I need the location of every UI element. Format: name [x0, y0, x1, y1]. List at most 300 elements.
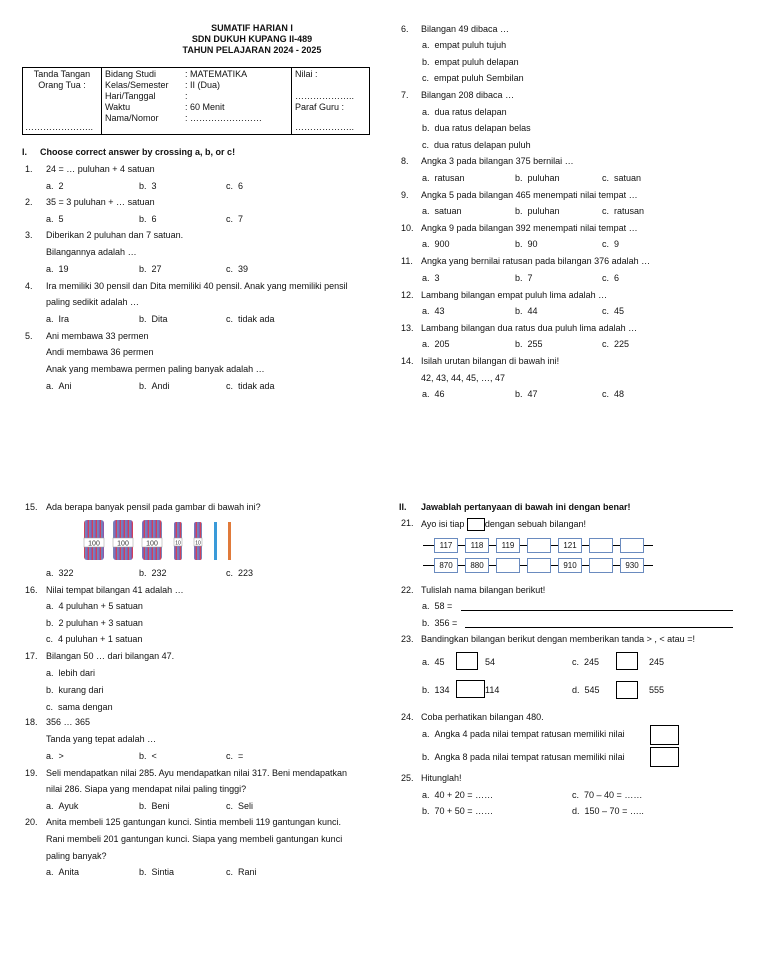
teacher-sign-label: Paraf Guru : — [295, 102, 345, 112]
option-text: 7 — [527, 273, 533, 283]
q6-option-c[interactable] — [422, 73, 524, 83]
q13-text: Lambang bilangan dua ratus dua puluh lima adalah … — [421, 323, 638, 333]
option-text: tidak ada — [238, 314, 275, 324]
option-text: empat puluh tujuh — [434, 40, 507, 50]
option-letter: a. — [46, 181, 54, 191]
option-text: Sintia — [151, 867, 175, 877]
q9-option-b[interactable] — [515, 206, 560, 216]
option-letter: a. — [46, 568, 54, 578]
name-label: Nama/Nomor — [105, 113, 159, 123]
option-letter: c. — [602, 339, 610, 349]
option-text: Anita — [58, 867, 80, 877]
option-text: 232 — [151, 568, 167, 578]
q17-option-b[interactable] — [46, 685, 104, 695]
compare-left: 545 — [584, 685, 600, 695]
q14-sequence: 42, 43, 44, 45, …, 47 — [421, 373, 506, 383]
q19-text-2: nilai 286. Siapa yang mendapat nilai paling tinggi? — [46, 784, 247, 794]
option-text: < — [151, 751, 157, 761]
option-text: 46 — [434, 389, 445, 399]
q5-text: Ani membawa 33 permen — [46, 331, 149, 341]
q11-option-b[interactable] — [515, 273, 533, 283]
nl2-box-2: 880 — [465, 558, 489, 573]
q20-text-2: Rani membeli 201 gantungan kunci. Siapa yang membeli gantungan kunci — [46, 834, 343, 844]
hundred-bundle-3-label: 100 — [146, 540, 158, 548]
box-icon — [467, 518, 485, 531]
q20-option-c[interactable] — [226, 867, 257, 877]
option-text: Seli — [238, 801, 254, 811]
grade-field[interactable]: ……………….. — [295, 91, 355, 101]
q23-a-answer-box[interactable] — [456, 652, 478, 670]
option-letter: c. — [602, 389, 610, 399]
hundred-bundle-1 — [84, 520, 104, 560]
q16-text: Nilai tempat bilangan 41 adalah … — [46, 585, 184, 595]
option-text: satuan — [434, 206, 462, 216]
q21-number: 21. — [401, 518, 414, 528]
option-text: sama dengan — [58, 702, 113, 712]
q17-number: 17. — [25, 651, 38, 661]
option-letter: a. — [46, 264, 54, 274]
option-text: 27 — [151, 264, 162, 274]
q14-option-c[interactable] — [602, 389, 624, 399]
q23-c-right: 245 — [649, 657, 665, 667]
q8-option-c[interactable] — [602, 173, 641, 183]
q12-text: Lambang bilangan empat puluh lima adalah … — [421, 290, 608, 300]
subject-value: : MATEMATIKA — [185, 69, 248, 79]
option-letter: b. — [139, 264, 147, 274]
q19-option-c[interactable] — [226, 801, 253, 811]
q25-number: 25. — [401, 773, 414, 783]
q15-option-a[interactable] — [46, 568, 74, 578]
nl2-box-7: 930 — [620, 558, 644, 573]
option-text: 70 – 40 = …… — [584, 790, 643, 800]
q12-number: 12. — [401, 290, 414, 300]
ten-bundle-1-label: 10 — [175, 540, 181, 547]
option-letter: a. — [422, 790, 430, 800]
q1-option-b[interactable] — [139, 181, 157, 191]
option-letter: c. — [422, 140, 430, 150]
option-letter: b. — [515, 389, 523, 399]
name-value[interactable]: : …………………… — [185, 113, 263, 123]
q15-text: Ada berapa banyak pensil pada gambar di bawah ini? — [46, 502, 261, 512]
q14-option-b[interactable] — [515, 389, 538, 399]
q13-option-c[interactable] — [602, 339, 629, 349]
q10-option-a[interactable] — [422, 239, 450, 249]
q18-option-a[interactable] — [46, 751, 64, 761]
option-text: 225 — [614, 339, 630, 349]
q20-option-b[interactable] — [139, 867, 174, 877]
q15-number: 15. — [25, 502, 38, 512]
option-letter: b. — [422, 57, 430, 67]
q6-text: Bilangan 49 dibaca … — [421, 24, 510, 34]
identity-table — [22, 67, 370, 135]
q5-option-a[interactable] — [46, 381, 72, 391]
option-text: 47 — [527, 389, 538, 399]
school-year: TAHUN PELAJARAN 2024 - 2025 — [182, 45, 322, 55]
q21-text-post: dengan sebuah bilangan! — [484, 518, 586, 529]
q4-text: Ira memiliki 30 pensil dan Dita memiliki 40 pensil. Anak yang memiliki pensil — [46, 281, 348, 291]
q10-option-b[interactable] — [515, 239, 538, 249]
q22-number: 22. — [401, 585, 414, 595]
option-letter: c. — [226, 381, 234, 391]
q2-option-a[interactable] — [46, 214, 64, 224]
option-text: Andi — [151, 381, 170, 391]
option-text: 39 — [238, 264, 249, 274]
option-text: 356 = — [434, 618, 458, 628]
option-letter: b. — [422, 123, 430, 133]
option-letter: a. — [422, 206, 430, 216]
q22-item-b — [422, 618, 457, 628]
q3-text: Diberikan 2 puluhan dan 7 satuan. — [46, 230, 184, 240]
option-letter: b. — [515, 239, 523, 249]
q15-option-c[interactable] — [226, 568, 253, 578]
option-letter: a. — [46, 214, 54, 224]
option-letter: c. — [226, 568, 234, 578]
q2-option-b[interactable] — [139, 214, 157, 224]
option-letter: c. — [226, 264, 234, 274]
q18-option-b[interactable] — [139, 751, 157, 761]
date-label: Hari/Tanggal — [105, 91, 156, 101]
option-text: empat puluh delapan — [434, 57, 519, 67]
option-text: 7 — [238, 214, 244, 224]
q8-option-a[interactable] — [422, 173, 465, 183]
option-letter: b. — [515, 206, 523, 216]
q3-option-c[interactable] — [226, 264, 248, 274]
q5-option-c[interactable] — [226, 381, 275, 391]
option-letter: b. — [422, 752, 430, 762]
q3-option-a[interactable] — [46, 264, 69, 274]
date-value[interactable]: : — [185, 91, 188, 101]
parent-signature-cell — [23, 68, 102, 135]
option-text: Dita — [151, 314, 168, 324]
q23-a-right: 54 — [485, 657, 496, 667]
q12-option-c[interactable] — [602, 306, 624, 316]
q19-option-a[interactable] — [46, 801, 78, 811]
nl2-box-1: 870 — [434, 558, 458, 573]
q7-option-a[interactable] — [422, 107, 507, 117]
option-letter: c. — [46, 634, 54, 644]
q1-text: 24 = … puluhan + 4 satuan — [46, 164, 155, 174]
option-text: 150 – 70 = ….. — [584, 806, 644, 816]
option-letter: c. — [602, 206, 610, 216]
option-text: 4 puluhan + 5 satuan — [58, 601, 143, 611]
q9-text: Angka 5 pada bilangan 465 menempati nilai tempat … — [421, 190, 638, 200]
option-text: dua ratus delapan — [434, 107, 507, 117]
q17-text: Bilangan 50 … dari bilangan 47. — [46, 651, 175, 661]
q22-answer-line-b[interactable] — [465, 627, 733, 628]
option-text: 6 — [151, 214, 157, 224]
option-text: 9 — [614, 239, 620, 249]
option-text: 70 + 50 = …… — [434, 806, 494, 816]
q5-number: 5. — [25, 331, 33, 341]
q25-item-b[interactable] — [422, 806, 493, 816]
q24-text: Coba perhatikan bilangan 480. — [421, 712, 544, 722]
option-text: 44 — [527, 306, 538, 316]
q5-text-3: Anak yang membawa permen paling banyak adalah … — [46, 364, 265, 374]
q25-text: Hitunglah! — [421, 773, 462, 783]
school-name: SDN DUKUH KUPANG II-489 — [191, 34, 313, 44]
q16-option-b[interactable] — [46, 618, 143, 628]
q15-option-b[interactable] — [139, 568, 167, 578]
q18-text: 356 … 365 — [46, 717, 91, 727]
compare-left: 245 — [584, 657, 600, 667]
q12-option-a[interactable] — [422, 306, 445, 316]
nl1-box-1: 117 — [434, 538, 458, 553]
option-letter: b. — [515, 173, 523, 183]
option-text: ratusan — [614, 206, 645, 216]
option-letter: c. — [226, 801, 234, 811]
title-line-1: SUMATIF HARIAN I — [211, 23, 293, 33]
q23-c-answer-box[interactable] — [616, 652, 638, 670]
nl1-box-4[interactable] — [527, 538, 551, 553]
option-letter: b. — [139, 181, 147, 191]
option-letter: c. — [226, 314, 234, 324]
option-letter: a. — [422, 173, 430, 183]
option-letter: a. — [46, 381, 54, 391]
q23-b-answer-box[interactable] — [456, 680, 485, 698]
option-letter: c. — [226, 214, 234, 224]
parent-signature-label-2: Orang Tua : — [38, 80, 86, 90]
option-letter: a. — [422, 657, 430, 667]
q18-option-c[interactable] — [226, 751, 243, 761]
q24-item-a — [422, 729, 625, 739]
option-letter: b. — [515, 306, 523, 316]
grade-label: Nilai : — [295, 69, 318, 79]
q19-option-b[interactable] — [139, 801, 170, 811]
q14-option-a[interactable] — [422, 389, 445, 399]
q6-option-b[interactable] — [422, 57, 519, 67]
q24-number: 24. — [401, 712, 414, 722]
option-letter: a. — [422, 239, 430, 249]
option-letter: b. — [139, 801, 147, 811]
q14-text: Isilah urutan bilangan di bawah ini! — [421, 356, 560, 366]
q19-number: 19. — [25, 768, 38, 778]
option-letter: d. — [572, 806, 580, 816]
nl2-box-4[interactable] — [527, 558, 551, 573]
q4-option-c[interactable] — [226, 314, 275, 324]
q16-option-a[interactable] — [46, 601, 143, 611]
q18-number: 18. — [25, 717, 38, 727]
ten-bundle-2 — [194, 522, 202, 560]
compare-left: 134 — [434, 685, 450, 695]
q6-number: 6. — [401, 24, 409, 34]
option-text: kurang dari — [58, 685, 104, 695]
q18-text-2: Tanda yang tepat adalah … — [46, 734, 157, 744]
option-text: puluhan — [527, 206, 560, 216]
option-letter: c. — [226, 867, 234, 877]
option-letter: a. — [422, 306, 430, 316]
option-letter: a. — [422, 273, 430, 283]
option-text: empat puluh Sembilan — [434, 73, 524, 83]
option-letter: b. — [46, 685, 54, 695]
q10-text: Angka 9 pada bilangan 392 menempati nilai tempat … — [421, 223, 638, 233]
option-letter: c. — [602, 306, 610, 316]
q9-option-a[interactable] — [422, 206, 462, 216]
option-text: 2 puluhan + 3 satuan — [58, 618, 143, 628]
option-text: 6 — [238, 181, 244, 191]
option-text: 90 — [527, 239, 538, 249]
q20-option-a[interactable] — [46, 867, 79, 877]
option-letter: a. — [422, 339, 430, 349]
q5-option-b[interactable] — [139, 381, 170, 391]
option-text: Ani — [58, 381, 72, 391]
q25-item-c[interactable] — [572, 790, 642, 800]
option-text: 6 — [614, 273, 620, 283]
option-text: Ayuk — [58, 801, 79, 811]
option-letter: a. — [422, 389, 430, 399]
option-text: Angka 4 pada nilai tempat ratusan memiliki nilai — [434, 729, 625, 739]
option-letter: c. — [602, 273, 610, 283]
compare-left: 45 — [434, 657, 445, 667]
option-text: 255 — [527, 339, 543, 349]
time-value: : 60 Menit — [185, 102, 225, 112]
class-value: : II (Dua) — [185, 80, 221, 90]
option-text: Rani — [238, 867, 257, 877]
option-text: satuan — [614, 173, 642, 183]
q21-instruction — [421, 518, 586, 531]
q21-text-pre: Ayo isi tiap — [421, 518, 465, 529]
section-1-title: Choose correct answer by crossing a, b, or c! — [40, 147, 236, 157]
nl2-box-5: 910 — [558, 558, 582, 573]
q3-text-2: Bilangannya adalah … — [46, 247, 137, 257]
option-letter: d. — [572, 685, 580, 695]
parent-signature-line[interactable]: ………………….. — [25, 122, 94, 132]
option-letter: c. — [422, 73, 430, 83]
option-letter: b. — [515, 273, 523, 283]
q20-number: 20. — [25, 817, 38, 827]
q2-text: 35 = 3 puluhan + … satuan — [46, 197, 155, 207]
q22-answer-line-a[interactable] — [461, 610, 733, 611]
section-1-roman: I. — [22, 147, 28, 157]
q1-option-a[interactable] — [46, 181, 64, 191]
q22-text: Tulislah nama bilangan berikut! — [421, 585, 546, 595]
option-text: 40 + 20 = …… — [434, 790, 494, 800]
ten-bundle-2-label: 10 — [195, 540, 201, 547]
time-label: Waktu — [105, 102, 131, 112]
q25-item-a[interactable] — [422, 790, 493, 800]
q23-item-c — [572, 657, 599, 667]
q7-option-c[interactable] — [422, 140, 531, 150]
single-pencil-2 — [228, 522, 231, 560]
option-text: lebih dari — [58, 668, 96, 678]
option-text: 58 = — [434, 601, 453, 611]
q24-a-answer-box[interactable] — [650, 725, 679, 745]
teacher-sign-field[interactable]: ……………….. — [295, 122, 355, 132]
nl1-box-6[interactable] — [589, 538, 613, 553]
option-text: 3 — [434, 273, 440, 283]
option-text: 3 — [151, 181, 157, 191]
option-text: 19 — [58, 264, 69, 274]
q25-item-d[interactable] — [572, 806, 644, 816]
q23-d-right: 555 — [649, 685, 665, 695]
q8-text: Angka 3 pada bilangan 375 bernilai … — [421, 156, 574, 166]
q23-d-answer-box[interactable] — [616, 681, 638, 699]
q9-option-c[interactable] — [602, 206, 644, 216]
option-letter: a. — [422, 40, 430, 50]
section-2-title: Jawablah pertanyaan di bawah ini dengan benar! — [421, 502, 631, 512]
option-letter: b. — [139, 314, 147, 324]
option-text: 48 — [614, 389, 625, 399]
q16-option-c[interactable] — [46, 634, 142, 644]
option-letter: c. — [602, 173, 610, 183]
nl2-box-6[interactable] — [589, 558, 613, 573]
single-pencil-1 — [214, 522, 217, 560]
hundred-bundle-2-label: 100 — [117, 540, 129, 548]
q17-option-a[interactable] — [46, 668, 95, 678]
option-text: 2 — [58, 181, 64, 191]
option-letter: a. — [422, 601, 430, 611]
q2-number: 2. — [25, 197, 33, 207]
q13-number: 13. — [401, 323, 414, 333]
q19-text: Seli mendapatkan nilai 285. Ayu mendapatkan nilai 317. Beni mendapatkan — [46, 768, 348, 778]
q11-text: Angka yang bernilai ratusan pada bilangan 376 adalah … — [421, 256, 651, 266]
q7-text: Bilangan 208 dibaca … — [421, 90, 515, 100]
option-letter: c. — [602, 239, 610, 249]
option-letter: b. — [422, 618, 430, 628]
nl1-box-3: 119 — [496, 538, 520, 553]
nl1-box-7[interactable] — [620, 538, 644, 553]
option-text: 223 — [238, 568, 254, 578]
q14-number: 14. — [401, 356, 414, 366]
q23-text: Bandingkan bilangan berikut dengan memberikan tanda > , < atau =! — [421, 634, 695, 644]
q8-option-b[interactable] — [515, 173, 560, 183]
q7-option-b[interactable] — [422, 123, 531, 133]
q23-b-right: 114 — [485, 685, 500, 695]
q6-option-a[interactable] — [422, 40, 506, 50]
nl2-box-3[interactable] — [496, 558, 520, 573]
q1-option-c[interactable] — [226, 181, 243, 191]
option-letter: c. — [226, 181, 234, 191]
option-letter: a. — [46, 668, 54, 678]
q11-option-c[interactable] — [602, 273, 619, 283]
grade-cell — [292, 68, 370, 135]
option-letter: a. — [422, 107, 430, 117]
q13-option-a[interactable] — [422, 339, 450, 349]
option-letter: a. — [46, 801, 54, 811]
q23-item-a — [422, 657, 445, 667]
option-text: puluhan — [527, 173, 560, 183]
q9-number: 9. — [401, 190, 409, 200]
q4-number: 4. — [25, 281, 33, 291]
option-letter: a. — [46, 751, 54, 761]
q4-option-b[interactable] — [139, 314, 168, 324]
option-text: 45 — [614, 306, 625, 316]
q4-option-a[interactable] — [46, 314, 69, 324]
q3-number: 3. — [25, 230, 33, 240]
q3-option-b[interactable] — [139, 264, 162, 274]
option-letter: b. — [139, 214, 147, 224]
option-text: 322 — [58, 568, 74, 578]
q10-option-c[interactable] — [602, 239, 619, 249]
option-letter: b. — [422, 806, 430, 816]
option-text: Beni — [151, 801, 170, 811]
q12-option-b[interactable] — [515, 306, 538, 316]
option-letter: b. — [139, 867, 147, 877]
q11-option-a[interactable] — [422, 273, 440, 283]
option-letter: b. — [515, 339, 523, 349]
option-text: 5 — [58, 214, 64, 224]
q24-b-answer-box[interactable] — [650, 747, 679, 767]
parent-signature-label: Tanda Tangan — [33, 69, 91, 79]
q23-item-b — [422, 685, 450, 695]
option-letter: a. — [422, 729, 430, 739]
option-letter: a. — [46, 867, 54, 877]
q23-item-d — [572, 685, 600, 695]
option-text: = — [238, 751, 244, 761]
class-label: Kelas/Semester — [105, 80, 169, 90]
q17-option-c[interactable] — [46, 702, 113, 712]
q13-option-b[interactable] — [515, 339, 543, 349]
q2-option-c[interactable] — [226, 214, 243, 224]
